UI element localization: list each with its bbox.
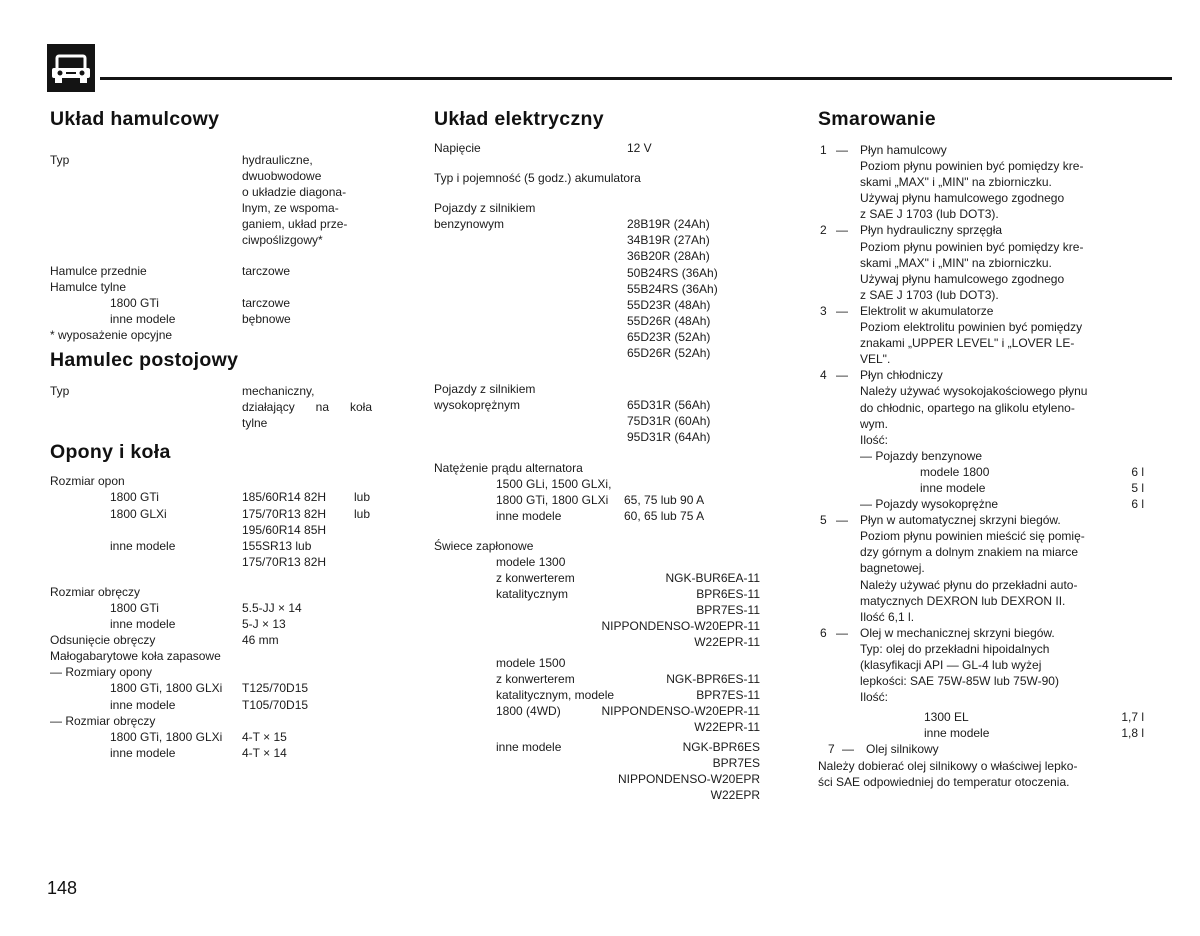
battery-type: 55D23R (48Ah)	[627, 297, 711, 312]
lubrication-item: 1 — Płyn hamulcowy	[820, 143, 947, 157]
spare-tire-row: inne modele T105/70D15	[110, 697, 309, 712]
parking-brake-type-value: mechaniczny,	[242, 384, 315, 399]
rear-brakes-row: 1800 GTi tarczowe	[110, 295, 291, 310]
column-right	[818, 106, 1148, 790]
battery-type: 34B19R (27Ah)	[627, 233, 710, 248]
tire-size-row: 1800 GTi 185/60R14 82H lub	[110, 490, 371, 505]
lubrication-item-text: Poziom płynu powinien mieścić się pomię- dzy górnym a dolnym znakiem na miarce bagnetowej. Należy używać płynu do przekładni auto- matycznych DEXRON lub DEXRON II. Ilość 6,1 l.	[860, 529, 1085, 624]
alternator-row: inne modele 60, 65 lub 75 A	[496, 508, 705, 523]
brakes-type-value: o układzie diagona-	[242, 185, 347, 200]
rear-brakes-label: Hamulce tylne	[50, 279, 127, 294]
spark-plug-row: W22EPR	[710, 788, 760, 803]
coolant-petrol-label: — Pojazdy benzynowe	[860, 448, 983, 463]
spark-plug-row: katalitycznym BPR6ES-11	[496, 587, 760, 602]
lubrication-item: 4 — Płyn chłodniczy	[820, 368, 943, 383]
lubrication-item: 3 — Elektrolit w akumulatorze	[820, 303, 994, 318]
spark-model-label: modele 1300	[496, 554, 566, 569]
lubrication-title: Smarowanie	[818, 108, 936, 130]
battery-type: 36B20R (28Ah)	[627, 249, 710, 264]
spark-plug-row: inne modele NGK-BPR6ES	[496, 740, 760, 754]
rim-offset-label: Odsunięcie obręczy	[50, 633, 156, 648]
spark-plug-row: NIPPONDENSO-W20EPR-11	[601, 619, 760, 634]
header-rule	[100, 77, 1172, 80]
tire-size-row: 1800 GLXi 175/70R13 82H lub	[110, 506, 371, 521]
battery-type: 28B19R (24Ah)	[627, 217, 710, 232]
spare-wheel-label: Małogabarytowe koła zapasowe	[50, 649, 221, 664]
lubrication-item-text: Poziom płynu powinien być pomiędzy kre- skami „MAX" i „MIN" na zbiorniczku. Używaj płynu hamulcowego zgodnego z SAE J 1703 (lub DOT3).	[860, 159, 1084, 222]
battery-type: 55D26R (48Ah)	[627, 313, 711, 328]
alternator-row: 1500 GLi, 1500 GLXi,	[496, 476, 612, 491]
brakes-type-value: lnym, ze wspoma-	[242, 201, 339, 216]
tires-title: Opony i koła	[50, 441, 171, 464]
brakes-type-value: ciwpoślizgowy*	[242, 233, 323, 248]
spark-plug-row: z konwerterem NGK-BUR6EA-11	[496, 571, 760, 586]
lubrication-item: 5 — Płyn w automatycznej skrzyni biegów.	[820, 513, 1061, 528]
rim-size-row: inne modele 5-J × 13	[110, 617, 286, 632]
column-middle	[434, 106, 774, 803]
coolant-row: modele 1800 6 l	[920, 464, 1144, 479]
diesel-vehicles-label: Pojazdy z silnikiem	[434, 382, 536, 397]
gear-oil-row: 1300 EL 1,7 l	[924, 710, 1144, 725]
front-brakes-label: Hamulce przednie	[50, 263, 147, 278]
lubrication-item-text: Typ: olej do przekładni hipoidalnych (klasyfikacji API — GL-4 lub wyżej lepkości: SAE 75W-85W lub 75W-90) Ilość:	[860, 641, 1059, 705]
column-left	[50, 106, 390, 761]
spark-plugs-label: Świece zapłonowe	[434, 538, 534, 553]
diesel-vehicles-label: wysokoprężnym	[434, 398, 521, 413]
gear-oil-row: inne modele 1,8 l	[924, 726, 1144, 741]
spare-rim-size-label: — Rozmiar obręczy	[50, 713, 156, 728]
parking-brake-type-label: Typ	[50, 384, 70, 399]
page-number: 148	[47, 878, 78, 898]
brakes-type-value: hydrauliczne,	[242, 153, 313, 167]
spare-rim-row: inne modele 4-T × 14	[110, 745, 287, 760]
battery-type: 75D31R (60Ah)	[627, 414, 711, 429]
spark-plug-row: BPR7ES-11	[696, 603, 760, 618]
tire-size-row: 195/60R14 85H	[242, 522, 327, 537]
battery-label: Typ i pojemność (5 godz.) akumulatora	[434, 171, 641, 186]
battery-type: 65D23R (52Ah)	[627, 329, 711, 344]
rim-offset-value: 46 mm	[242, 633, 279, 648]
brakes-footnote: * wyposażenie opcyjne	[50, 327, 173, 342]
voltage-value: 12 V	[627, 141, 652, 155]
parking-brake-type-value: działający na koła	[242, 400, 372, 415]
battery-type: 65D26R (52Ah)	[627, 346, 711, 361]
brakes-type-value: ganiem, układ prze-	[242, 217, 348, 232]
spark-plug-row: W22EPR-11	[694, 635, 760, 650]
tire-size-label: Rozmiar opon	[50, 474, 125, 489]
spark-plug-row: z konwerterem NGK-BPR6ES-11	[496, 671, 760, 686]
battery-type: 95D31R (64Ah)	[627, 430, 711, 445]
spark-plug-row: BPR7ES	[712, 756, 760, 771]
lubrication-item-text: Poziom płynu powinien być pomiędzy kre- skami „MAX" i „MIN" na zbiorniczku. Używaj płynu hamulcowego zgodnego z SAE J 1703 (lub DOT3).	[860, 239, 1084, 302]
lubrication-item: 6 — Olej w mechanicznej skrzyni biegów.	[820, 625, 1055, 640]
coolant-row: inne modele 5 l	[920, 480, 1144, 495]
spark-plug-row: NIPPONDENSO-W20EPR	[617, 772, 760, 787]
battery-type: 55B24RS (36Ah)	[627, 281, 718, 296]
battery-type: 50B24RS (36Ah)	[627, 265, 718, 280]
electrical-title: Układ elektryczny	[434, 108, 604, 130]
petrol-vehicles-label: benzynowym	[434, 217, 505, 232]
spare-rim-row: 1800 GTi, 1800 GLXi 4-T × 15	[110, 729, 287, 744]
spare-tire-row: 1800 GTi, 1800 GLXi T125/70D15	[110, 681, 309, 696]
battery-type: 65D31R (56Ah)	[627, 398, 711, 413]
alternator-row: 1800 GTi, 1800 GLXi 65, 75 lub 90 A	[496, 492, 705, 507]
tire-size-row: 175/70R13 82H	[242, 554, 327, 569]
rim-size-row: 1800 GTi 5.5-JJ × 14	[110, 600, 302, 615]
parking-brake-title: Hamulec postojowy	[50, 349, 239, 372]
alternator-label: Natężenie prądu alternatora	[434, 460, 583, 475]
spark-model-label: modele 1500	[496, 655, 566, 670]
brakes-type-label: Typ	[50, 153, 70, 167]
tire-size-row: inne modele 155SR13 lub	[110, 538, 312, 553]
rim-size-label: Rozmiar obręczy	[50, 584, 141, 599]
brakes-type-value: dwuobwodowe	[242, 169, 322, 184]
spark-plug-row: 1800 (4WD) NIPPONDENSO-W20EPR-11	[496, 703, 760, 718]
car-front-icon	[47, 44, 95, 92]
spare-tire-size-label: — Rozmiary opony	[50, 665, 153, 680]
petrol-vehicles-label: Pojazdy z silnikiem	[434, 201, 536, 216]
parking-brake-type-value: tylne	[242, 416, 268, 431]
front-brakes-value: tarczowe	[242, 263, 291, 278]
rear-brakes-row: inne modele bębnowe	[110, 311, 291, 326]
lubrication-item: 7 — Olej silnikowy	[828, 742, 939, 757]
lubrication-item: 2 — Płyn hydrauliczny sprzęgła	[820, 223, 1003, 238]
lubrication-item-text: Poziom elektrolitu powinien być pomiędzy znakami „UPPER LEVEL" i „LOVER LE- VEL".	[860, 320, 1083, 367]
coolant-row: — Pojazdy wysokoprężne 6 l	[860, 497, 1144, 512]
engine-oil-note: Należy dobierać olej silnikowy o właściwej lepko- ści SAE odpowiedniej do temperatur otoczenia.	[818, 758, 1078, 789]
spark-plug-row: W22EPR-11	[694, 719, 760, 734]
lubrication-item-text: Należy używać wysokojakościowego płynu do chłodnic, opartego na glikolu etyleno- wym. Ilość:	[860, 384, 1088, 447]
voltage-label: Napięcie	[434, 141, 481, 155]
spark-plug-row: katalitycznym, modele BPR7ES-11	[496, 687, 760, 702]
brakes-title: Układ hamulcowy	[50, 108, 220, 130]
